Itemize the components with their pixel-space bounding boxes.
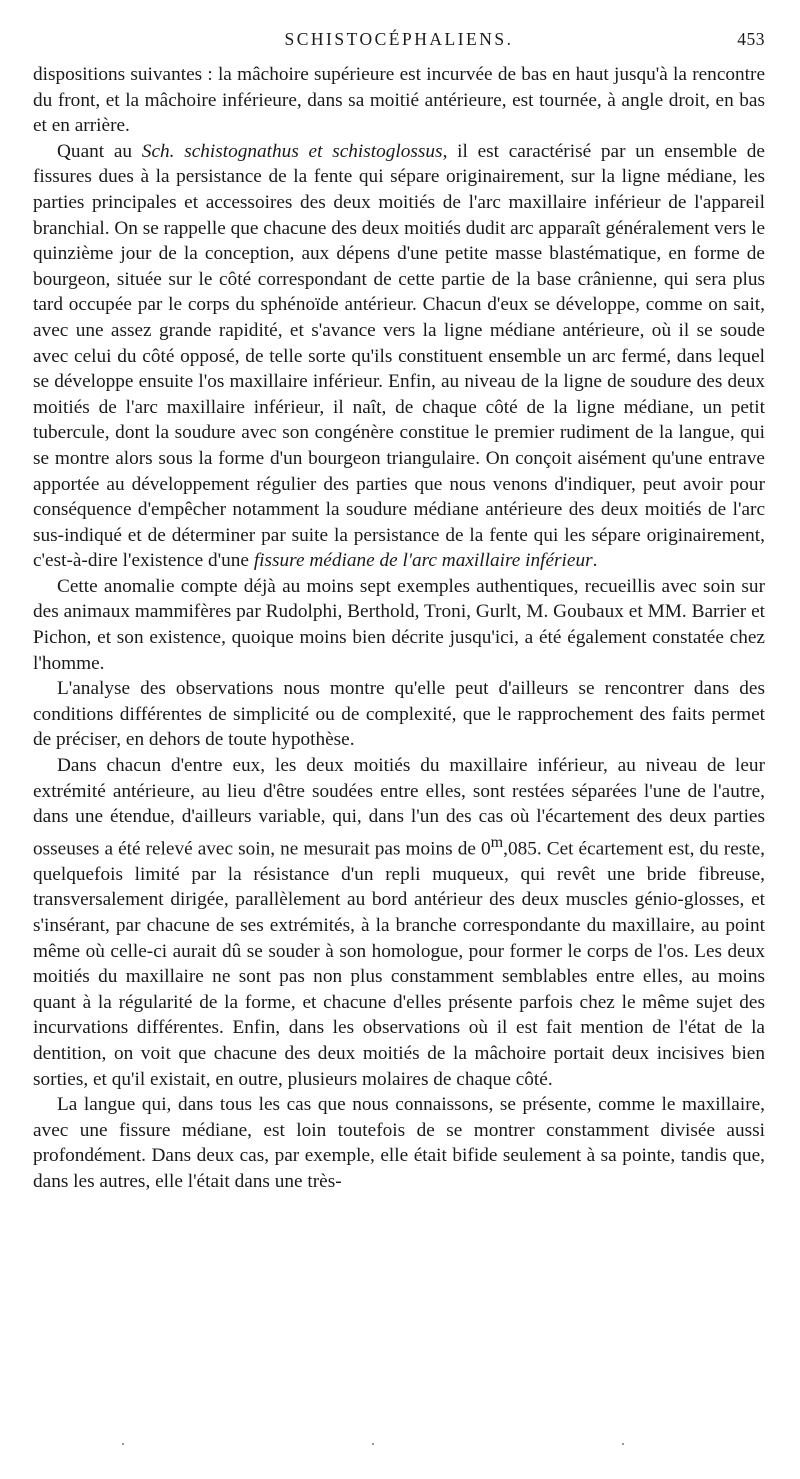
paragraph-text: dispositions suivantes : la mâchoire supérieure est incurvée de bas en haut jusqu'à la rencontre du front, et la mâchoire inférieure, dans sa moitié antérieure, est tournée, à angle droit, en bas et en arrière. — [33, 64, 765, 137]
paragraph-2 — [33, 139, 765, 574]
paragraph-3 — [33, 574, 765, 676]
paragraph-6 — [33, 1092, 765, 1194]
running-title: SCHISTOCÉPHALIENS. — [284, 29, 514, 49]
paragraph-4 — [33, 676, 765, 753]
paragraph-text: La langue qui, dans tous les cas que nous connaissons, se présente, comme le maxillaire, avec une fissure médiane, est loin toutefois de se montrer constamment divisée aussi profondément. Dans deux cas, par exemple, elle était bifide seulement à sa pointe, tandis que, dans les autres, elle l'était dans une très- — [33, 1094, 765, 1192]
emphasized-term: fissure médiane de l'arc maxillaire inférieur — [253, 550, 593, 572]
paragraph-text: Dans chacun d'entre eux, les deux moitiés du maxillaire inférieur, au niveau de leur extrémité antérieure, au lieu d'être soudées entre elles, sont restées séparées l'une de l'autre, dans une étendue, d'ailleurs variable, qui, dans l'un des cas où l'écartement des deux parties osseuses a été relevé avec soin, ne mesurait pas moins de 0 — [33, 755, 765, 860]
paragraph-text: Cette anomalie compte déjà au moins sept exemples authentiques, recueillis avec soin sur des animaux mammifères par Rudolphi, Berthold, Troni, Gurlt, M. Goubaux et MM. Barrier et Pichon, et son existence, quoique moins bien décrite jusqu'ici, a été également constatée chez l'homme. — [33, 575, 765, 674]
body-text — [33, 62, 765, 1195]
scan-specks — [0, 1443, 800, 1453]
speck-mark — [622, 1443, 624, 1445]
unit-superscript: m — [490, 833, 504, 851]
speck-mark — [372, 1443, 374, 1445]
paragraph-5 — [33, 753, 765, 1092]
document-page — [33, 26, 765, 1195]
paragraph-text: L'analyse des observations nous montre qu'elle peut d'ailleurs se rencontrer dans des conditions différentes de simplicité ou de complexité, que le rapprochement des faits permet de préciser, en dehors de toute hypothèse. — [33, 678, 765, 751]
species-name: Sch. schistognathus et schistoglossus — [141, 140, 443, 162]
paragraph-text: . — [592, 550, 598, 572]
page-number: 453 — [737, 29, 765, 49]
paragraph-text: , il est caractérisé par un ensemble de fissures dues à la persistance de la fente qui sépare originairement, sur la ligne médiane, les parties principales et accessoires des deux moitiés de l'arc maxillaire inférieur de l'appareil branchial. On se rappelle que chacune des deux moitiés dudit arc apparaît généralement vers le quinzième jour de la conception, aux dépens d'une petite masse blastématique, en forme de bourgeon, située sur le côté correspondant de cette partie de la base crânienne, qui sera plus tard occupée par le corps du sphénoïde antérieur. Chacun d'eux se développe, comme on sait, avec une assez grande rapidité, et s'avance vers la ligne médiane antérieure, où il se soude avec celui du côté opposé, de telle sorte qu'ils constituent ensemble un arc fermé, dans lequel se développe ensuite l'os maxillaire inférieur. Enfin, au niveau de la ligne de soudure des deux moitiés de l'arc maxillaire inférieur, il naît, de chaque côté de la ligne médiane, un petit tubercule, dont la soudure avec son congénère constitue le premier rudiment de la langue, qui se montre alors sous la forme d'un bourgeon triangulaire. On conçoit aisément qu'une entrave apportée au développement régulier des parties que nous venons d'indiquer, peut avoir pour conséquence d'empêcher notamment la soudure médiane antérieure des deux moitiés de l'arc sus-indiqué et de déterminer par suite la persistance de la fente qui les sépare originairement, c'est-à-dire l'existence d'une — [33, 140, 765, 572]
paragraph-text: Quant au — [57, 140, 142, 162]
speck-mark — [122, 1443, 124, 1445]
page-header — [33, 26, 765, 58]
paragraph-text: ,085. Cet écartement est, du reste, quelquefois limité par la résistance d'un repli muqueux, qui revêt une bride fibreuse, transversalement dirigée, parallèlement au bord antérieur des deux muscles génio-glosses, et s'insérant, par chacune de ses extrémités, à la branche correspondante du maxillaire, au point même où celle-ci aurait dû se souder à son homologue, pour former le corps de l'os. Les deux moitiés du maxillaire ne sont pas non plus constamment semblables entre elles, au moins quant à la régularité de la forme, et chacune d'elles présente parfois chez le même sujet des incurvations différentes. Enfin, dans les observations où il est fait mention de l'état de la dentition, on voit que chacune des deux moitiés de la mâchoire portait deux incisives bien sorties, et qu'il existait, en outre, plusieurs molaires de chaque côté. — [33, 838, 765, 1090]
paragraph-1 — [33, 62, 765, 139]
